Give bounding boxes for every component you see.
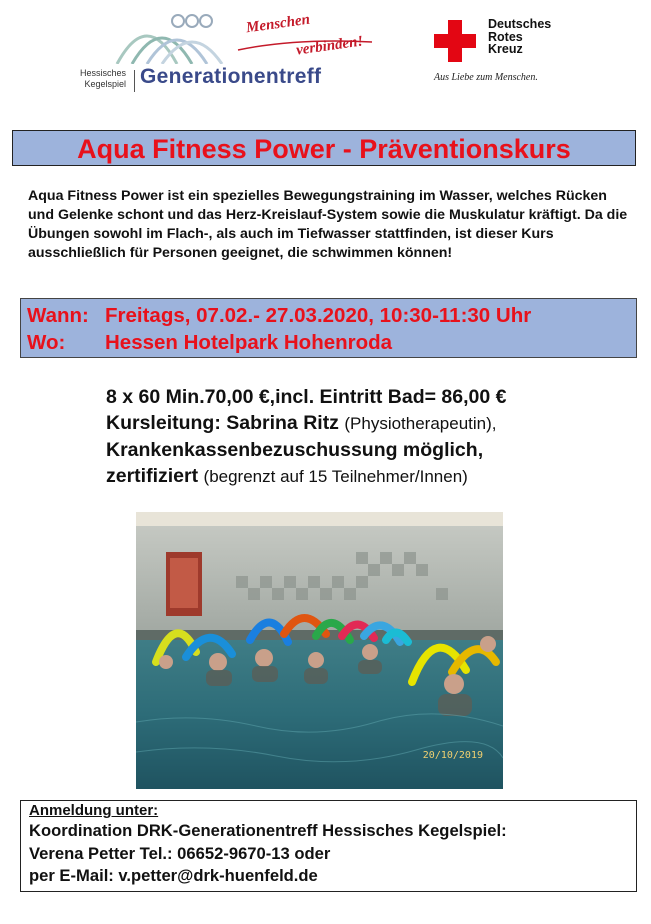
lead-role: (Physiotherapeutin),	[344, 414, 497, 433]
contact-heading: Anmeldung unter:	[29, 802, 159, 819]
contact-line1: Koordination DRK-Generationentreff Hessisches Kegelspiel:	[29, 821, 507, 840]
where-row	[27, 329, 636, 356]
slogan	[236, 11, 376, 59]
contact-box	[20, 800, 637, 892]
intro-text: Aqua Fitness Power ist ein spezielles Bewegungstraining im Wasser, welches Rücken und Gelenke schont und das Herz-Kreislauf-System sowie die Muskulatur kräftigt. Da die Übungen sowohl im Flach-, als auch im Tiefwasser stattfinden, ist dieser Kurs ausschließlich für Personen geeignet, die schwimmen können!	[28, 188, 628, 261]
contact-email-line: per E-Mail: v.petter@drk-huenfeld.de	[29, 866, 318, 885]
insurance-line: Krankenkassenbezuschussung möglich,	[106, 439, 484, 461]
certified-line	[106, 463, 636, 490]
contact-line2: Verena Petter Tel.: 06652-9670-13 oder	[29, 843, 331, 863]
slogan-line1: Menschen	[245, 11, 311, 37]
slogan-line2: verbinden!	[295, 33, 365, 59]
page-title: Aqua Fitness Power - Präventionskurs	[12, 130, 636, 166]
red-cross-icon	[434, 20, 476, 62]
where-value: Hessen Hotelpark Hohenroda	[105, 331, 393, 354]
when-value: Freitags, 07.02.- 27.03.2020, 10:30-11:30 Uhr	[105, 304, 532, 327]
logo-name: Generationentreff	[140, 65, 322, 88]
course-details	[106, 384, 636, 490]
schedule-box	[20, 298, 637, 358]
date-stamp: 20/10/2019	[422, 750, 483, 761]
when-row	[27, 302, 636, 329]
logo-small-text: Hessisches Kegelspiel	[79, 68, 126, 89]
pool-scene	[136, 512, 503, 789]
pool-photo	[136, 512, 503, 789]
lead-line	[106, 410, 636, 437]
drk-name: Deutsches Rotes Kreuz	[488, 17, 552, 56]
where-label: Wo:	[27, 331, 66, 354]
logo-divider	[134, 70, 135, 92]
drk-logo	[432, 14, 612, 90]
drk-tagline: Aus Liebe zum Menschen.	[434, 72, 538, 83]
certified-label: zertifiziert	[106, 465, 199, 487]
lead-name: Kursleitung: Sabrina Ritz	[106, 412, 339, 434]
arches-icon	[112, 12, 242, 64]
participant-limit: (begrenzt auf 15 Teilnehmer/Innen)	[203, 467, 468, 486]
slogan-underline	[236, 11, 376, 64]
price-line: 8 x 60 Min.70,00 €,incl. Eintritt Bad= 86,00 €	[106, 386, 507, 408]
when-label: Wann:	[27, 304, 89, 327]
